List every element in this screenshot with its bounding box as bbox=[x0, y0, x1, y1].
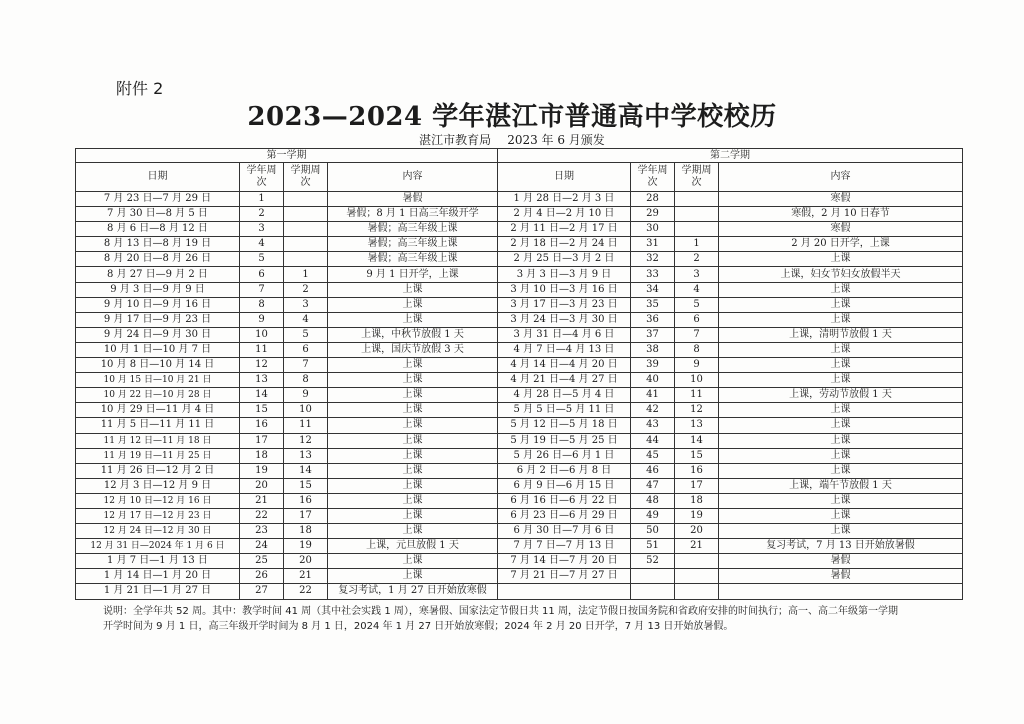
content-header: 内容 bbox=[719, 163, 963, 192]
sem2-content-cell: 2 月 20 日开学，上课 bbox=[719, 237, 963, 252]
sem2-year-week-cell: 32 bbox=[631, 252, 675, 267]
sem2-content-cell: 上课 bbox=[719, 252, 963, 267]
footnote-line-2: 开学时间为 9 月 1 日，高三年级开学时间为 8 月 1 日，2024 年 1 月 27 日开始放寒假；2024 年 2 月 20 日开学，7 月 13 日开始放暑假。 bbox=[103, 621, 734, 632]
sem2-date-cell: 3 月 24 日—3 月 30 日 bbox=[498, 312, 631, 327]
sem1-term-week-cell: 20 bbox=[284, 554, 328, 569]
sem2-content-cell: 上课 bbox=[719, 463, 963, 478]
sem1-term-week-cell: 5 bbox=[284, 327, 328, 342]
table-row bbox=[76, 539, 963, 554]
sem2-term-week-cell bbox=[675, 554, 719, 569]
sem2-content-cell: 上课 bbox=[719, 312, 963, 327]
sem1-content-cell: 上课，国庆节放假 3 天 bbox=[328, 342, 498, 357]
sem1-content-cell: 暑假 bbox=[328, 192, 498, 207]
sem1-term-week-cell: 3 bbox=[284, 297, 328, 312]
sem1-date-cell: 9 月 3 日—9 月 9 日 bbox=[76, 282, 240, 297]
sem1-term-week-cell bbox=[284, 222, 328, 237]
sem2-date-cell: 7 月 7 日—7 月 13 日 bbox=[498, 539, 631, 554]
table-row bbox=[76, 478, 963, 493]
sem2-content-cell: 上课 bbox=[719, 524, 963, 539]
sem2-term-week-cell: 7 bbox=[675, 327, 719, 342]
year-week-header: 学年周次 bbox=[631, 163, 675, 192]
sem1-term-week-cell: 10 bbox=[284, 403, 328, 418]
sem2-year-week-cell: 34 bbox=[631, 282, 675, 297]
sem1-date-cell: 9 月 17 日—9 月 23 日 bbox=[76, 312, 240, 327]
sem1-date-cell: 10 月 1 日—10 月 7 日 bbox=[76, 342, 240, 357]
sem2-term-week-cell: 18 bbox=[675, 493, 719, 508]
sem1-year-week-cell: 27 bbox=[240, 584, 284, 599]
sem2-term-week-cell bbox=[675, 222, 719, 237]
table-row bbox=[76, 373, 963, 388]
sem2-year-week-cell: 47 bbox=[631, 478, 675, 493]
sem2-term-week-cell: 14 bbox=[675, 433, 719, 448]
sem1-term-week-cell: 19 bbox=[284, 539, 328, 554]
table-row bbox=[76, 358, 963, 373]
sem1-content-cell: 上课 bbox=[328, 358, 498, 373]
sem1-year-week-cell: 9 bbox=[240, 312, 284, 327]
sem2-date-cell: 4 月 14 日—4 月 20 日 bbox=[498, 358, 631, 373]
sem2-date-cell: 4 月 28 日—5 月 4 日 bbox=[498, 388, 631, 403]
sem2-content-cell: 上课 bbox=[719, 297, 963, 312]
sem2-term-week-cell: 1 bbox=[675, 237, 719, 252]
sem2-year-week-cell: 52 bbox=[631, 554, 675, 569]
sem1-year-week-cell: 8 bbox=[240, 297, 284, 312]
sem2-term-week-cell: 20 bbox=[675, 524, 719, 539]
sem1-content-cell: 上课，中秋节放假 1 天 bbox=[328, 327, 498, 342]
sem2-term-week-cell bbox=[675, 584, 719, 599]
sem2-content-cell: 上课 bbox=[719, 433, 963, 448]
sem2-content-cell: 暑假 bbox=[719, 554, 963, 569]
sem1-content-cell: 上课 bbox=[328, 508, 498, 523]
sem1-year-week-cell: 4 bbox=[240, 237, 284, 252]
sem2-term-week-cell: 3 bbox=[675, 267, 719, 282]
sem2-date-cell: 6 月 23 日—6 月 29 日 bbox=[498, 508, 631, 523]
sem2-year-week-cell bbox=[631, 584, 675, 599]
sem2-date-cell: 5 月 19 日—5 月 25 日 bbox=[498, 433, 631, 448]
sem1-term-week-cell: 14 bbox=[284, 463, 328, 478]
sem2-year-week-cell: 44 bbox=[631, 433, 675, 448]
sem2-date-cell: 4 月 21 日—4 月 27 日 bbox=[498, 373, 631, 388]
sem1-content-cell: 暑假；高三年级上课 bbox=[328, 252, 498, 267]
sem1-content-cell: 上课 bbox=[328, 312, 498, 327]
sem1-year-week-cell: 16 bbox=[240, 418, 284, 433]
sem1-year-week-cell: 20 bbox=[240, 478, 284, 493]
sem1-content-cell: 上课 bbox=[328, 403, 498, 418]
year-week-header: 学年周次 bbox=[240, 163, 284, 192]
sem1-content-cell: 上课 bbox=[328, 388, 498, 403]
table-row bbox=[76, 192, 963, 207]
sem2-content-cell: 上课 bbox=[719, 358, 963, 373]
sem2-term-week-cell: 4 bbox=[675, 282, 719, 297]
sem1-year-week-cell: 3 bbox=[240, 222, 284, 237]
table-row bbox=[76, 342, 963, 357]
sem1-content-cell: 上课 bbox=[328, 418, 498, 433]
sem2-term-week-cell: 21 bbox=[675, 539, 719, 554]
sem2-term-week-cell: 2 bbox=[675, 252, 719, 267]
sem1-term-week-cell bbox=[284, 252, 328, 267]
table-row bbox=[76, 508, 963, 523]
sem2-content-cell: 上课 bbox=[719, 403, 963, 418]
footnote bbox=[103, 604, 963, 634]
issuer-name: 湛江市教育局 bbox=[419, 133, 492, 147]
sem1-term-week-cell: 18 bbox=[284, 524, 328, 539]
calendar-table bbox=[75, 148, 963, 600]
table-row bbox=[76, 584, 963, 599]
sem2-content-cell: 寒假，2 月 10 日春节 bbox=[719, 207, 963, 222]
table-row bbox=[76, 554, 963, 569]
sem1-year-week-cell: 26 bbox=[240, 569, 284, 584]
sem2-content-cell: 复习考试，7 月 13 日开始放暑假 bbox=[719, 539, 963, 554]
sem2-date-cell: 2 月 25 日—3 月 2 日 bbox=[498, 252, 631, 267]
sem2-year-week-cell: 40 bbox=[631, 373, 675, 388]
term-week-header: 学期周次 bbox=[284, 163, 328, 192]
table-row bbox=[76, 312, 963, 327]
sem1-date-cell: 1 月 21 日—1 月 27 日 bbox=[76, 584, 240, 599]
table-row bbox=[76, 418, 963, 433]
sem1-term-week-cell: 2 bbox=[284, 282, 328, 297]
sem1-term-week-cell bbox=[284, 192, 328, 207]
sem1-content-cell: 上课 bbox=[328, 433, 498, 448]
content-header: 内容 bbox=[328, 163, 498, 192]
sem2-term-week-cell: 19 bbox=[675, 508, 719, 523]
page-title: 2023—2024 学年湛江市普通高中学校校历 bbox=[247, 102, 777, 132]
sem1-term-week-cell: 16 bbox=[284, 493, 328, 508]
semester-1-header: 第一学期 bbox=[76, 149, 498, 163]
sem2-content-cell: 寒假 bbox=[719, 222, 963, 237]
sem2-year-week-cell: 41 bbox=[631, 388, 675, 403]
sem2-year-week-cell: 39 bbox=[631, 358, 675, 373]
sem2-term-week-cell: 13 bbox=[675, 418, 719, 433]
sem2-year-week-cell: 38 bbox=[631, 342, 675, 357]
sem2-year-week-cell: 30 bbox=[631, 222, 675, 237]
sem1-term-week-cell: 7 bbox=[284, 358, 328, 373]
sem1-date-cell: 1 月 14 日—1 月 20 日 bbox=[76, 569, 240, 584]
sem1-date-cell: 12 月 31 日—2024 年 1 月 6 日 bbox=[76, 539, 240, 554]
sem1-year-week-cell: 18 bbox=[240, 448, 284, 463]
sem1-content-cell: 上课 bbox=[328, 282, 498, 297]
table-row bbox=[76, 327, 963, 342]
sem2-date-cell: 6 月 9 日—6 月 15 日 bbox=[498, 478, 631, 493]
sem1-date-cell: 12 月 10 日—12 月 16 日 bbox=[76, 493, 240, 508]
sem1-term-week-cell: 21 bbox=[284, 569, 328, 584]
sem1-year-week-cell: 23 bbox=[240, 524, 284, 539]
sem1-year-week-cell: 24 bbox=[240, 539, 284, 554]
sem2-content-cell: 上课，妇女节妇女放假半天 bbox=[719, 267, 963, 282]
sem1-date-cell: 12 月 3 日—12 月 9 日 bbox=[76, 478, 240, 493]
sem1-content-cell: 上课 bbox=[328, 463, 498, 478]
sem1-year-week-cell: 14 bbox=[240, 388, 284, 403]
table-row bbox=[76, 207, 963, 222]
sem1-date-cell: 8 月 6 日—8 月 12 日 bbox=[76, 222, 240, 237]
sem2-date-cell: 7 月 14 日—7 月 20 日 bbox=[498, 554, 631, 569]
sem1-year-week-cell: 2 bbox=[240, 207, 284, 222]
sem1-date-cell: 8 月 13 日—8 月 19 日 bbox=[76, 237, 240, 252]
sem2-date-cell: 4 月 7 日—4 月 13 日 bbox=[498, 342, 631, 357]
sem1-date-cell: 11 月 5 日—11 月 11 日 bbox=[76, 418, 240, 433]
sem2-date-cell: 2 月 4 日—2 月 10 日 bbox=[498, 207, 631, 222]
sem2-year-week-cell bbox=[631, 569, 675, 584]
sem2-term-week-cell: 6 bbox=[675, 312, 719, 327]
sem2-year-week-cell: 49 bbox=[631, 508, 675, 523]
sem1-content-cell: 9 月 1 日开学，上课 bbox=[328, 267, 498, 282]
sem2-year-week-cell: 45 bbox=[631, 448, 675, 463]
table-row bbox=[76, 524, 963, 539]
sem2-term-week-cell: 10 bbox=[675, 373, 719, 388]
sem1-date-cell: 10 月 29 日—11 月 4 日 bbox=[76, 403, 240, 418]
sem1-year-week-cell: 22 bbox=[240, 508, 284, 523]
sem2-content-cell: 上课，端午节放假 1 天 bbox=[719, 478, 963, 493]
sem1-term-week-cell: 17 bbox=[284, 508, 328, 523]
sem2-term-week-cell: 17 bbox=[675, 478, 719, 493]
table-row bbox=[76, 267, 963, 282]
sem2-content-cell bbox=[719, 584, 963, 599]
table-row bbox=[76, 463, 963, 478]
footnote-line-1: 说明：全学年共 52 周。其中：教学时间 41 周（其中社会实践 1 周），寒暑假、国家法定节假日共 11 周，法定节假日按国务院和省政府安排的时间执行；高一、高二年级第一学期 bbox=[103, 606, 898, 617]
sem1-date-cell: 11 月 19 日—11 月 25 日 bbox=[76, 448, 240, 463]
table-row bbox=[76, 222, 963, 237]
sem1-content-cell: 上课 bbox=[328, 524, 498, 539]
sem1-content-cell: 上课 bbox=[328, 493, 498, 508]
sem1-year-week-cell: 15 bbox=[240, 403, 284, 418]
sem2-date-cell: 2 月 11 日—2 月 17 日 bbox=[498, 222, 631, 237]
sem2-term-week-cell bbox=[675, 569, 719, 584]
sem2-year-week-cell: 33 bbox=[631, 267, 675, 282]
sem2-year-week-cell: 35 bbox=[631, 297, 675, 312]
sem2-term-week-cell bbox=[675, 207, 719, 222]
date-header: 日期 bbox=[498, 163, 631, 192]
sem2-date-cell: 6 月 16 日—6 月 22 日 bbox=[498, 493, 631, 508]
sem2-date-cell: 5 月 12 日—5 月 18 日 bbox=[498, 418, 631, 433]
sem1-content-cell: 暑假；高三年级上课 bbox=[328, 222, 498, 237]
sem1-term-week-cell: 22 bbox=[284, 584, 328, 599]
sem1-date-cell: 7 月 30 日—8 月 5 日 bbox=[76, 207, 240, 222]
sem2-date-cell: 7 月 21 日—7 月 27 日 bbox=[498, 569, 631, 584]
sem2-date-cell: 1 月 28 日—2 月 3 日 bbox=[498, 192, 631, 207]
sem1-year-week-cell: 11 bbox=[240, 342, 284, 357]
sem1-date-cell: 11 月 26 日—12 月 2 日 bbox=[76, 463, 240, 478]
sem1-content-cell: 复习考试，1 月 27 日开始放寒假 bbox=[328, 584, 498, 599]
sem2-year-week-cell: 37 bbox=[631, 327, 675, 342]
table-row bbox=[76, 237, 963, 252]
sem2-term-week-cell: 8 bbox=[675, 342, 719, 357]
table-row bbox=[76, 252, 963, 267]
sem1-term-week-cell: 8 bbox=[284, 373, 328, 388]
sem2-content-cell: 上课 bbox=[719, 508, 963, 523]
sem1-date-cell: 10 月 8 日—10 月 14 日 bbox=[76, 358, 240, 373]
sem2-date-cell: 5 月 26 日—6 月 1 日 bbox=[498, 448, 631, 463]
sem1-content-cell: 上课 bbox=[328, 554, 498, 569]
sem2-content-cell: 寒假 bbox=[719, 192, 963, 207]
sem1-term-week-cell bbox=[284, 207, 328, 222]
sem1-date-cell: 9 月 24 日—9 月 30 日 bbox=[76, 327, 240, 342]
sem2-date-cell: 2 月 18 日—2 月 24 日 bbox=[498, 237, 631, 252]
table-row bbox=[76, 569, 963, 584]
sem2-content-cell: 上课 bbox=[719, 448, 963, 463]
sem2-term-week-cell: 15 bbox=[675, 448, 719, 463]
sem1-year-week-cell: 19 bbox=[240, 463, 284, 478]
sem1-term-week-cell: 4 bbox=[284, 312, 328, 327]
sem1-term-week-cell: 9 bbox=[284, 388, 328, 403]
sem2-year-week-cell: 51 bbox=[631, 539, 675, 554]
sem2-date-cell: 6 月 2 日—6 月 8 日 bbox=[498, 463, 631, 478]
sem1-year-week-cell: 10 bbox=[240, 327, 284, 342]
sem2-year-week-cell: 28 bbox=[631, 192, 675, 207]
sem2-content-cell: 上课 bbox=[719, 282, 963, 297]
semester-2-header: 第二学期 bbox=[498, 149, 963, 163]
sem2-content-cell: 上课 bbox=[719, 342, 963, 357]
sem2-year-week-cell: 46 bbox=[631, 463, 675, 478]
sem1-date-cell: 11 月 12 日—11 月 18 日 bbox=[76, 433, 240, 448]
sem2-date-cell: 6 月 30 日—7 月 6 日 bbox=[498, 524, 631, 539]
table-row bbox=[76, 403, 963, 418]
sem1-year-week-cell: 25 bbox=[240, 554, 284, 569]
sem2-term-week-cell: 16 bbox=[675, 463, 719, 478]
table-row bbox=[76, 448, 963, 463]
sem1-year-week-cell: 17 bbox=[240, 433, 284, 448]
sem1-content-cell: 上课 bbox=[328, 569, 498, 584]
sem2-date-cell bbox=[498, 584, 631, 599]
sem2-term-week-cell: 11 bbox=[675, 388, 719, 403]
sem2-year-week-cell: 42 bbox=[631, 403, 675, 418]
sem1-date-cell: 12 月 24 日—12 月 30 日 bbox=[76, 524, 240, 539]
sem1-content-cell: 暑假；8 月 1 日高三年级开学 bbox=[328, 207, 498, 222]
table-row bbox=[76, 282, 963, 297]
sem1-term-week-cell: 6 bbox=[284, 342, 328, 357]
sem2-content-cell: 上课 bbox=[719, 418, 963, 433]
sem1-date-cell: 10 月 15 日—10 月 21 日 bbox=[76, 373, 240, 388]
sem1-content-cell: 上课 bbox=[328, 373, 498, 388]
sem1-content-cell: 上课，元旦放假 1 天 bbox=[328, 539, 498, 554]
table-row bbox=[76, 388, 963, 403]
sem1-content-cell: 上课 bbox=[328, 297, 498, 312]
sem1-year-week-cell: 13 bbox=[240, 373, 284, 388]
header-row-columns bbox=[76, 163, 963, 192]
sem1-date-cell: 12 月 17 日—12 月 23 日 bbox=[76, 508, 240, 523]
sem1-year-week-cell: 6 bbox=[240, 267, 284, 282]
sem1-date-cell: 8 月 27 日—9 月 2 日 bbox=[76, 267, 240, 282]
sem1-date-cell: 1 月 7 日—1 月 13 日 bbox=[76, 554, 240, 569]
sem2-term-week-cell: 12 bbox=[675, 403, 719, 418]
sem2-term-week-cell: 5 bbox=[675, 297, 719, 312]
table-row bbox=[76, 433, 963, 448]
header-row-semesters bbox=[76, 149, 963, 163]
sem1-term-week-cell: 15 bbox=[284, 478, 328, 493]
table-row bbox=[76, 297, 963, 312]
sem1-year-week-cell: 7 bbox=[240, 282, 284, 297]
sem2-year-week-cell: 50 bbox=[631, 524, 675, 539]
sem2-date-cell: 3 月 3 日—3 月 9 日 bbox=[498, 267, 631, 282]
sem2-content-cell: 上课 bbox=[719, 493, 963, 508]
issuer-line bbox=[0, 131, 1024, 148]
sem2-content-cell: 上课 bbox=[719, 373, 963, 388]
sem2-year-week-cell: 43 bbox=[631, 418, 675, 433]
sem1-term-week-cell: 13 bbox=[284, 448, 328, 463]
sem1-term-week-cell: 11 bbox=[284, 418, 328, 433]
sem2-date-cell: 3 月 10 日—3 月 16 日 bbox=[498, 282, 631, 297]
date-header: 日期 bbox=[76, 163, 240, 192]
sem2-term-week-cell bbox=[675, 192, 719, 207]
sem2-year-week-cell: 31 bbox=[631, 237, 675, 252]
sem1-date-cell: 8 月 20 日—8 月 26 日 bbox=[76, 252, 240, 267]
sem2-content-cell: 上课，劳动节放假 1 天 bbox=[719, 388, 963, 403]
sem2-term-week-cell: 9 bbox=[675, 358, 719, 373]
issue-date: 2023 年 6 月颁发 bbox=[507, 133, 605, 147]
sem1-date-cell: 7 月 23 日—7 月 29 日 bbox=[76, 192, 240, 207]
sem1-date-cell: 9 月 10 日—9 月 16 日 bbox=[76, 297, 240, 312]
sem1-date-cell: 10 月 22 日—10 月 28 日 bbox=[76, 388, 240, 403]
sem1-term-week-cell: 12 bbox=[284, 433, 328, 448]
sem2-year-week-cell: 29 bbox=[631, 207, 675, 222]
sem2-year-week-cell: 36 bbox=[631, 312, 675, 327]
sem1-content-cell: 上课 bbox=[328, 448, 498, 463]
table-row bbox=[76, 493, 963, 508]
sem1-year-week-cell: 21 bbox=[240, 493, 284, 508]
sem2-content-cell: 暑假 bbox=[719, 569, 963, 584]
sem1-year-week-cell: 1 bbox=[240, 192, 284, 207]
sem1-year-week-cell: 12 bbox=[240, 358, 284, 373]
term-week-header: 学期周次 bbox=[675, 163, 719, 192]
sem2-content-cell: 上课，清明节放假 1 天 bbox=[719, 327, 963, 342]
sem1-term-week-cell bbox=[284, 237, 328, 252]
sem2-date-cell: 5 月 5 日—5 月 11 日 bbox=[498, 403, 631, 418]
sem1-year-week-cell: 5 bbox=[240, 252, 284, 267]
sem1-content-cell: 上课 bbox=[328, 478, 498, 493]
sem2-date-cell: 3 月 31 日—4 月 6 日 bbox=[498, 327, 631, 342]
sem1-term-week-cell: 1 bbox=[284, 267, 328, 282]
sem1-content-cell: 暑假；高三年级上课 bbox=[328, 237, 498, 252]
sem2-date-cell: 3 月 17 日—3 月 23 日 bbox=[498, 297, 631, 312]
attachment-label: 附件 2 bbox=[116, 79, 164, 98]
sem2-year-week-cell: 48 bbox=[631, 493, 675, 508]
